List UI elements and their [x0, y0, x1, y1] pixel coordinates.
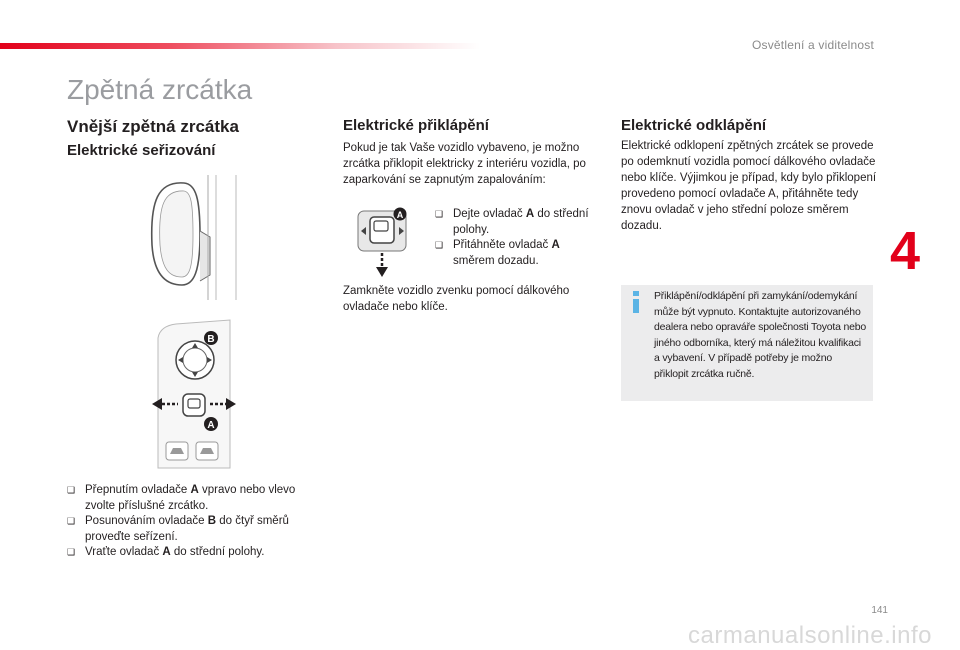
label-b: B	[207, 334, 215, 345]
folding-intro-text: Pokud je tak Vaše vozidlo vybaveno, je možno zrcátka přiklopit elektricky z interiéru vozidla, po zaparkování se zapnutým zapalováním:	[343, 142, 586, 186]
checkbox-bullet-icon: ❑	[67, 516, 76, 526]
control-panel-illustration	[148, 318, 240, 478]
unfolding-text: Elektrické odklopení zpětných zrcátek se provede po odemknutí vozidla pomocí dálkového ovladače nebo klíče. Výjimkou je případ, kdy bylo přiklopení provedeno pomocí ovladače A, přitáhněte tedy znovu ovladač v jeho střední poloze směrem dozadu.	[621, 140, 877, 232]
page-number: 141	[871, 605, 888, 616]
folding-steps-list	[435, 207, 600, 269]
header-red-bar	[0, 43, 480, 49]
checkbox-bullet-icon: ❑	[67, 547, 76, 557]
folding-control-illustration	[356, 205, 414, 279]
list-item: ❑ Přitáhněte ovladač A směrem dozadu.	[435, 239, 560, 267]
label-a: A	[207, 420, 215, 431]
mirror-illustration	[148, 175, 244, 300]
list-item: ❑ Dejte ovladač A do střední polohy.	[435, 208, 589, 236]
subheading-electric-adjustment: Elektrické seřizování	[67, 142, 216, 159]
adjustment-steps-list	[67, 483, 317, 561]
checkbox-bullet-icon: ❑	[435, 240, 444, 250]
list-item: ❑ Přepnutím ovladače A vpravo nebo vlevo zvolte příslušné zrcátko.	[67, 484, 296, 512]
chapter-title: Osvětlení a viditelnost	[752, 38, 874, 52]
section-heading-exterior-mirrors: Vnější zpětná zrcátka	[67, 117, 239, 136]
info-icon	[630, 291, 642, 313]
checkbox-bullet-icon: ❑	[435, 209, 444, 219]
list-item: ❑ Vraťte ovladač A do střední polohy.	[67, 545, 317, 561]
info-box	[621, 285, 873, 401]
page-title: Zpětná zrcátka	[67, 74, 253, 105]
checkbox-bullet-icon: ❑	[67, 485, 76, 495]
watermark: carmanualsonline.info	[688, 622, 932, 649]
folding-lock-note: Zamkněte vozidlo zvenku pomocí dálkového ovladače nebo klíče.	[343, 285, 570, 313]
list-item: ❑ Posunováním ovladače B do čtyř směrů proveďte seřízení.	[67, 515, 289, 543]
section-heading-electric-unfolding: Elektrické odklápění	[621, 117, 767, 134]
section-heading-electric-folding: Elektrické přiklápění	[343, 117, 489, 134]
chapter-number: 4	[890, 221, 921, 281]
label-a: A	[396, 210, 404, 220]
info-text: Přiklápění/odklápění při zamykání/odemykání může být vypnuto. Kontaktujte autorizovaného dealera nebo opraváře společnosti Toyota nebo jiného odborníka, který má náležitou kvalifikaci a vybavení. V případě potřeby je možno přiklopit zrcátka ručně.	[654, 290, 867, 380]
